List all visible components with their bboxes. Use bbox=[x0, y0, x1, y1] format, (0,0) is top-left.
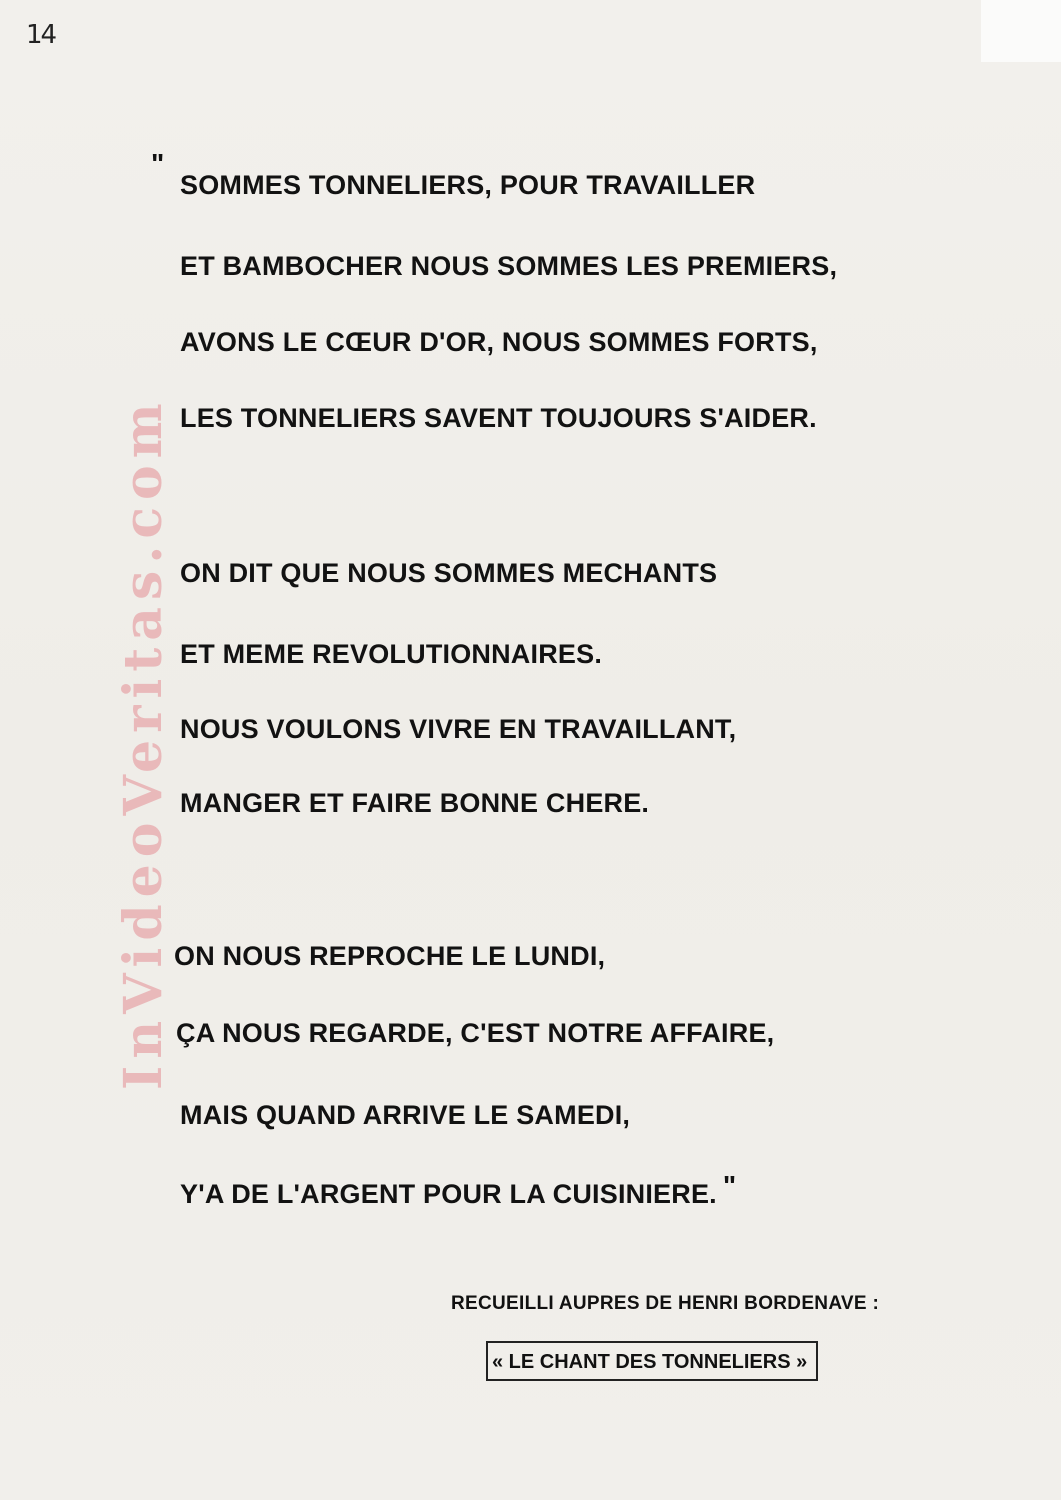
song-title: « LE CHANT DES TONNELIERS » bbox=[492, 1351, 808, 1373]
verse-line: MANGER ET FAIRE BONNE CHERE. bbox=[180, 788, 650, 818]
verse-line-text: Y'A DE L'ARGENT POUR LA CUISINIERE. bbox=[180, 1179, 717, 1209]
verse-line: ET BAMBOCHER NOUS SOMMES LES PREMIERS, bbox=[180, 251, 838, 281]
verse-line: AVONS LE CŒUR D'OR, NOUS SOMMES FORTS, bbox=[180, 327, 818, 357]
verse-line: ÇA NOUS REGARDE, C'EST NOTRE AFFAIRE, bbox=[176, 1018, 775, 1048]
verse-line: ON NOUS REPROCHE LE LUNDI, bbox=[174, 941, 606, 971]
verse-line: SOMMES TONNELIERS, POUR TRAVAILLER bbox=[180, 170, 756, 200]
verse-line-last bbox=[180, 1170, 737, 1210]
verse-line: NOUS VOULONS VIVRE EN TRAVAILLANT, bbox=[180, 714, 737, 744]
verse-line: ET MEME REVOLUTIONNAIRES. bbox=[180, 639, 603, 669]
song-title-box bbox=[486, 1341, 818, 1381]
verse-line: MAIS QUAND ARRIVE LE SAMEDI, bbox=[180, 1100, 631, 1130]
verse-line: LES TONNELIERS SAVENT TOUJOURS S'AIDER. bbox=[180, 403, 817, 433]
closing-quote-mark: " bbox=[722, 1170, 737, 1201]
verse-line: ON DIT QUE NOUS SOMMES MECHANTS bbox=[180, 558, 718, 588]
watermark: InVideoVeritas.com bbox=[113, 396, 174, 1090]
page-number: 14 bbox=[26, 20, 56, 50]
opening-quote-mark: " bbox=[151, 148, 165, 179]
source-attribution: RECUEILLI AUPRES DE HENRI BORDENAVE : bbox=[451, 1293, 880, 1314]
corner-patch bbox=[981, 0, 1061, 62]
